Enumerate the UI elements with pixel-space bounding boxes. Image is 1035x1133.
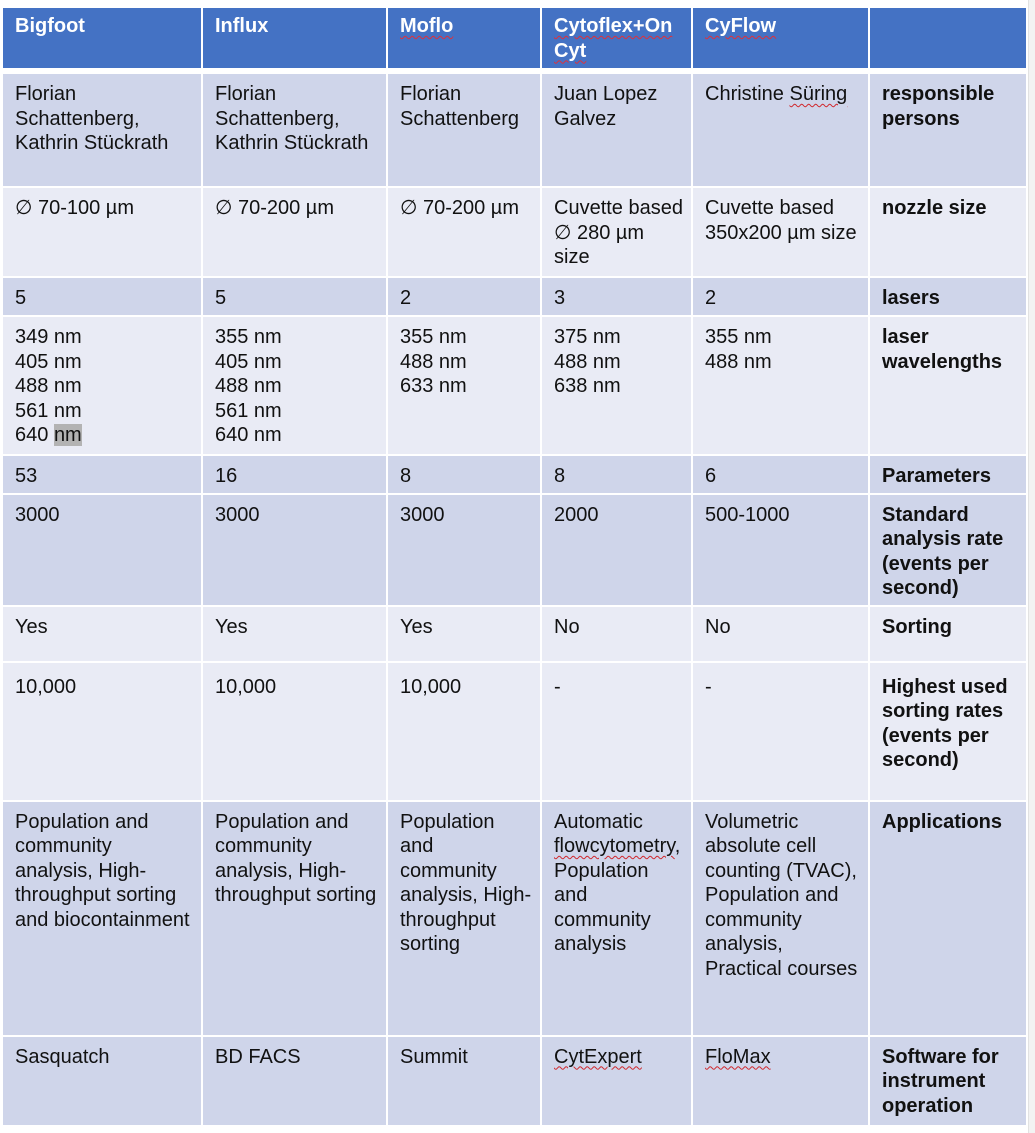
header-label: Moflo (400, 15, 454, 37)
table-cell[interactable] (693, 607, 868, 661)
cell-text: 8 (400, 465, 412, 487)
cell-text: 2 (400, 287, 412, 309)
table-cell[interactable] (542, 317, 691, 454)
header-cell-cyflow[interactable] (693, 8, 868, 68)
table-cell[interactable] (388, 188, 540, 276)
row-label: Parameters (882, 465, 991, 487)
header-label: CyFlow (705, 15, 777, 37)
table-cell[interactable] (3, 188, 201, 276)
cell-text: Christine Süring (705, 83, 848, 105)
table-cell[interactable] (3, 607, 201, 661)
table-cell[interactable] (693, 663, 868, 800)
table-cell[interactable] (542, 1037, 691, 1125)
table-cell[interactable] (542, 278, 691, 315)
table-cell[interactable] (542, 802, 691, 1035)
cell-text: Population and community analysis, High-throughput sorting (400, 810, 532, 955)
cell-text: - (554, 675, 561, 698)
wavelength-line: 375 nm (554, 326, 621, 348)
row-label: nozzle size (882, 197, 987, 219)
wavelength-line: 405 nm (215, 350, 282, 373)
flow-cytometer-comparison-table (1, 6, 1028, 1127)
table-row-highest-sorting-rates (3, 663, 1026, 800)
table-cell[interactable] (203, 663, 386, 800)
row-label-cell[interactable] (870, 74, 1026, 186)
wavelength-line: 561 nm (15, 399, 82, 422)
cell-text: Volumetric absolute cell counting (TVAC), Population and community analysis, Practical courses (705, 810, 858, 980)
table-cell[interactable] (693, 188, 868, 276)
table-cell[interactable] (693, 74, 868, 186)
row-label: responsible persons (882, 83, 995, 130)
table-row-responsible-persons (3, 74, 1026, 186)
table-cell[interactable] (388, 495, 540, 605)
table-cell[interactable] (203, 495, 386, 605)
row-label: Software for instrument operation (882, 1045, 999, 1117)
table-cell[interactable] (388, 607, 540, 661)
table-cell[interactable] (203, 1037, 386, 1125)
cell-text: BD FACS (215, 1045, 301, 1068)
header-cell-empty[interactable] (870, 8, 1026, 68)
wavelength-line: 488 nm (15, 375, 82, 397)
table-row-nozzle-size (3, 188, 1026, 276)
table-cell[interactable] (693, 317, 868, 454)
wavelength-line: 405 nm (15, 350, 82, 373)
table-cell[interactable] (388, 1037, 540, 1125)
header-cell-cytoflex-oncyt[interactable] (542, 8, 691, 68)
header-spacer (3, 70, 1026, 72)
wavelength-line: 488 nm (400, 350, 467, 373)
wavelength-line: 638 nm (554, 375, 621, 397)
row-label: laser wavelengths (882, 326, 1003, 373)
wavelength-line: 488 nm (554, 350, 621, 373)
wavelength-line: 640 nm (215, 424, 282, 446)
cell-text: 5 (15, 287, 27, 309)
row-label: Standard analysis rate (events per second) (882, 503, 1004, 599)
row-label-cell[interactable] (870, 1037, 1026, 1125)
spacer (3, 70, 1026, 72)
table-cell[interactable] (542, 188, 691, 276)
table-cell[interactable] (388, 74, 540, 186)
table-cell[interactable] (388, 317, 540, 454)
header-label: Cytoflex+OnCyt (554, 15, 673, 62)
table-cell[interactable] (3, 456, 201, 493)
table-row-applications (3, 802, 1026, 1035)
table-cell[interactable] (3, 74, 201, 186)
table-cell[interactable] (542, 663, 691, 800)
row-label: Highest used sorting rates (events per second) (882, 675, 1008, 771)
cell-text: Yes (400, 615, 433, 638)
header-cell-moflo[interactable] (388, 8, 540, 68)
table-row-software (3, 1037, 1026, 1125)
table-cell[interactable] (388, 456, 540, 493)
cell-text: Yes (15, 615, 48, 638)
cell-text: 10,000 (15, 675, 77, 698)
table-cell[interactable] (693, 1037, 868, 1125)
row-label-cell[interactable] (870, 456, 1026, 493)
cell-text: Florian Schattenberg, Kathrin Stückrath (15, 83, 169, 154)
table-cell[interactable] (203, 607, 386, 661)
table-cell[interactable] (542, 607, 691, 661)
table-cell[interactable] (693, 456, 868, 493)
cell-text: Florian Schattenberg, Kathrin Stückrath (215, 83, 369, 154)
wavelength-line: 488 nm (705, 350, 772, 373)
cell-text: - (705, 675, 712, 698)
cell-text: 3000 (215, 503, 260, 526)
table-cell[interactable] (693, 495, 868, 605)
spellcheck-word: Süring (789, 83, 848, 105)
cell-text: Automatic flowcytometry, Population and community analysis (554, 810, 681, 955)
table-row-parameters (3, 456, 1026, 493)
table-cell[interactable] (203, 188, 386, 276)
cell-text: Juan Lopez Galvez (554, 83, 658, 130)
cell-text: 6 (705, 465, 717, 487)
cell-text: ∅ 70-200 µm (400, 197, 519, 219)
cell-text: 53 (15, 465, 38, 487)
table-cell[interactable] (542, 74, 691, 186)
row-label-cell[interactable] (870, 802, 1026, 1035)
page-edge (1028, 0, 1035, 1133)
row-label-cell[interactable] (870, 278, 1026, 315)
row-label-cell[interactable] (870, 317, 1026, 454)
table-cell[interactable] (3, 495, 201, 605)
table-cell[interactable] (203, 74, 386, 186)
wavelength-line: 488 nm (215, 375, 282, 397)
cell-text: 2000 (554, 503, 599, 526)
table-row-laser-wavelengths (3, 317, 1026, 454)
row-label-cell[interactable] (870, 495, 1026, 605)
cell-text: Population and community analysis, High-throughput sorting and biocontainment (15, 810, 190, 931)
wavelength-line: 355 nm (400, 326, 467, 348)
spellcheck-word: flowcytometry (554, 835, 675, 857)
header-cell-bigfoot[interactable] (3, 8, 201, 68)
table-cell[interactable] (3, 1037, 201, 1125)
table-row-standard-analysis-rate (3, 495, 1026, 605)
header-label: Influx (215, 15, 269, 37)
cell-text: 500-1000 (705, 503, 790, 526)
table-row-sorting (3, 607, 1026, 661)
table-cell[interactable] (388, 663, 540, 800)
cell-text: FloMax (705, 1045, 771, 1068)
table-cell[interactable] (3, 278, 201, 315)
table-cell[interactable] (3, 317, 201, 454)
row-label: Sorting (882, 615, 952, 638)
cell-text: No (705, 615, 731, 638)
cell-text: 16 (215, 465, 238, 487)
cell-text: Yes (215, 615, 248, 638)
wavelength-line: 355 nm (215, 326, 282, 348)
cell-text: 10,000 (215, 675, 277, 698)
cell-text: Population and community analysis, High-throughput sorting (215, 810, 377, 906)
header-label: Bigfoot (15, 15, 85, 37)
text-selection: nm (53, 424, 82, 446)
cell-text: No (554, 615, 580, 638)
cell-text: CytExpert (554, 1045, 642, 1068)
row-label-cell[interactable] (870, 607, 1026, 661)
cell-text: Florian Schattenberg (400, 83, 519, 130)
table-cell[interactable] (203, 278, 386, 315)
wavelength-line: 561 nm (215, 399, 282, 422)
cell-text: 8 (554, 465, 566, 487)
cell-text: 10,000 (400, 675, 462, 698)
cell-text: Cuvette based ∅ 280 µm size (554, 197, 683, 268)
header-row (3, 8, 1026, 68)
table-cell[interactable] (203, 317, 386, 454)
cell-text: 3000 (400, 503, 445, 526)
row-label-cell[interactable] (870, 663, 1026, 800)
cell-text: Sasquatch (15, 1045, 110, 1068)
cell-text: Summit (400, 1045, 468, 1068)
wavelength-line: 633 nm (400, 375, 467, 397)
cell-text: 5 (215, 287, 227, 309)
table-cell[interactable] (388, 278, 540, 315)
wavelength-line: 349 nm (15, 326, 82, 348)
cell-text: 3 (554, 287, 566, 309)
table-cell[interactable] (3, 802, 201, 1035)
cell-text: 2 (705, 287, 717, 309)
table-cell[interactable] (693, 278, 868, 315)
table-cell[interactable] (3, 663, 201, 800)
wavelength-line-with-selection: 640 nm (15, 424, 82, 446)
table-cell[interactable] (203, 802, 386, 1035)
row-label: lasers (882, 287, 940, 309)
wavelength-line: 355 nm (705, 326, 772, 348)
table-cell[interactable] (388, 802, 540, 1035)
table-cell[interactable] (542, 456, 691, 493)
table-row-lasers (3, 278, 1026, 315)
row-label-cell[interactable] (870, 188, 1026, 276)
cell-text: 3000 (15, 503, 60, 526)
table-cell[interactable] (542, 495, 691, 605)
table-cell[interactable] (203, 456, 386, 493)
cell-text: ∅ 70-200 µm (215, 197, 334, 219)
cell-text: Cuvette based 350x200 µm size (705, 197, 857, 244)
cell-text: ∅ 70-100 µm (15, 197, 134, 219)
row-label: Applications (882, 810, 1003, 833)
header-cell-influx[interactable] (203, 8, 386, 68)
table-cell[interactable] (693, 802, 868, 1035)
